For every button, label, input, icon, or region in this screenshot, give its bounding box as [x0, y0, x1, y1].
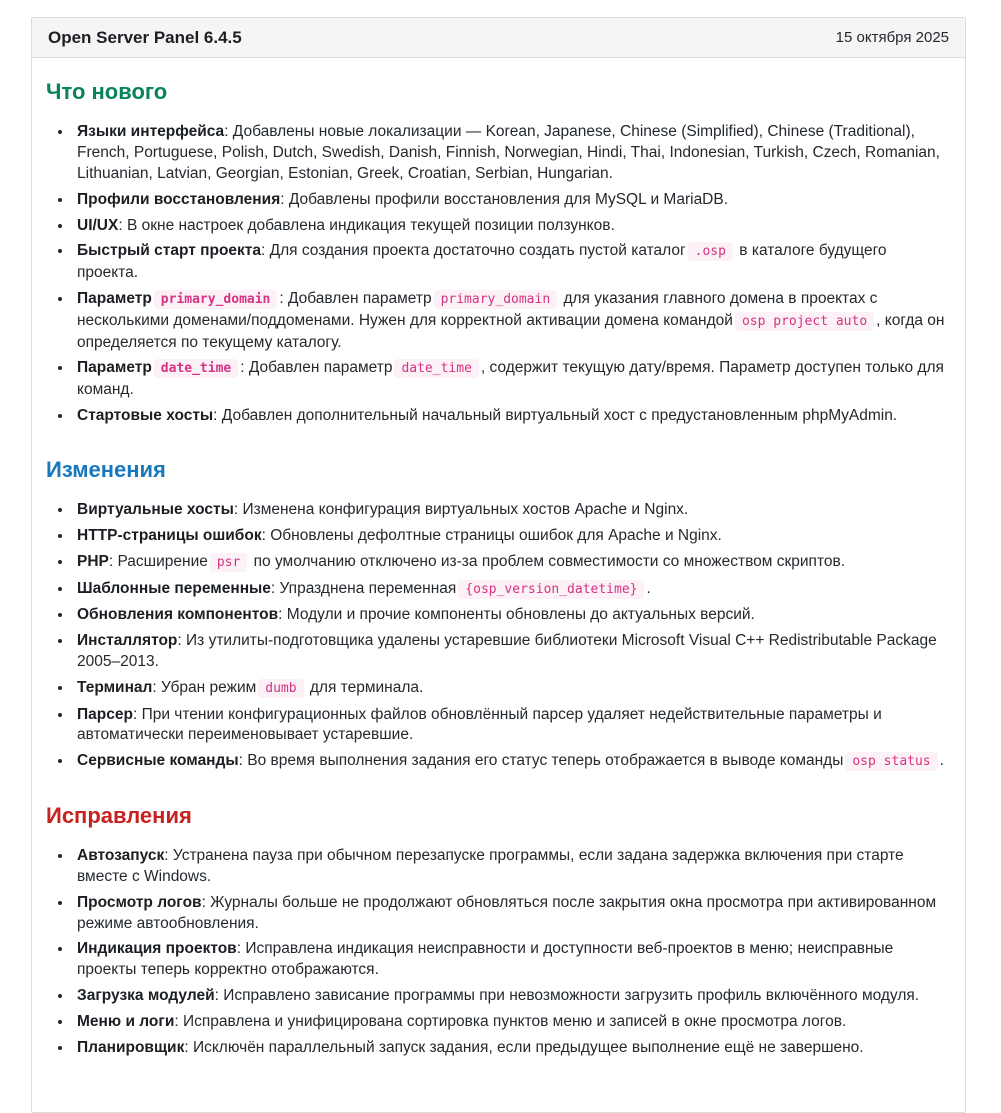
item-term: Шаблонные переменные [77, 579, 271, 597]
item-term: Языки интерфейса [77, 123, 225, 141]
section-list-whats-new [46, 122, 949, 426]
item-term: Загрузка модулей [77, 987, 215, 1005]
item-text: : Обновлены дефолтные страницы ошибок для Apache и Nginx. [261, 526, 722, 544]
changelog-item [73, 122, 949, 184]
changelog-item [73, 705, 949, 747]
item-text: : Из утилиты-подготовщика удалены устаревшие библиотеки Microsoft Visual C++ Redistributable Package 2005–2013. [77, 632, 937, 670]
changelog-item [73, 552, 949, 574]
item-text: , когда он определяется по текущему каталогу. [77, 311, 945, 351]
item-text: по умолчанию отключено из-за проблем совместимости со множеством скриптов. [249, 552, 846, 570]
inline-code: primary_domain [154, 290, 278, 309]
inline-code: primary_domain [434, 290, 558, 309]
item-text: в каталоге будущего проекта. [77, 242, 887, 282]
item-term: UI/UX [77, 216, 119, 234]
inline-code: dumb [258, 679, 303, 698]
item-term: Индикация проектов [77, 940, 237, 958]
changelog-content [32, 58, 965, 1112]
item-text: , содержит текущую дату/время. Параметр доступен только для команд. [77, 359, 944, 399]
item-term: Меню и логи [77, 1012, 175, 1030]
item-text: : Устранена пауза при обычном перезапуске программы, если задана задержка включения при старте вместе с Windows. [77, 847, 904, 886]
changelog-item [73, 751, 949, 773]
changelog-item [73, 986, 949, 1007]
changelog-item [73, 358, 949, 401]
changelog-card [31, 17, 966, 1113]
item-text: : Расширение [108, 552, 208, 570]
item-term: Быстрый старт проекта [77, 242, 262, 260]
changelog-item [73, 678, 949, 700]
item-term: Парсер [77, 705, 133, 723]
item-text: : Во время выполнения задания его статус теперь отображается в выводе команды [238, 752, 844, 770]
item-term: Сервисные команды [77, 752, 239, 770]
item-term: Терминал [77, 678, 153, 696]
inline-code: osp status [845, 752, 937, 771]
item-text: : Добавлены профили восстановления для MySQL и MariaDB. [280, 190, 729, 208]
section-title-whats-new: Что нового [46, 79, 168, 104]
item-term: Профили восстановления [77, 190, 281, 208]
changelog-item [73, 216, 949, 237]
changelog-item [73, 605, 949, 626]
item-term: Виртуальные хосты [77, 501, 234, 519]
changelog-item [73, 526, 949, 547]
section-title-fixes: Исправления [46, 802, 192, 828]
section-list-changes [46, 500, 949, 773]
inline-code: date_time [154, 359, 238, 378]
changelog-item [73, 893, 949, 935]
item-term: Автозапуск [77, 847, 165, 865]
changelog-item [73, 241, 949, 284]
item-text: : Исправлена и унифицирована сортировка пунктов меню и записей в окне просмотра логов. [174, 1012, 847, 1030]
item-text: : Добавлен параметр [279, 289, 432, 307]
item-term: Просмотр логов [77, 893, 202, 911]
inline-code: osp project auto [735, 312, 874, 331]
changelog-item [73, 289, 949, 353]
changelog-item [73, 500, 949, 521]
item-text: : Изменена конфигурация виртуальных хостов Apache и Nginx. [233, 501, 689, 519]
changelog-item [73, 939, 949, 981]
item-term: Стартовые хосты [77, 406, 214, 424]
section-list-fixes [46, 846, 949, 1058]
item-term: Планировщик [77, 1038, 185, 1056]
changelog-item [73, 190, 949, 211]
item-text: : Журналы больше не продолжают обновляться после закрытия окна просмотра при активированном режиме автообновления. [77, 893, 937, 932]
item-term: Параметр [77, 289, 152, 307]
item-text: : Исправлено зависание программы при невозможности загрузить профиль включённого модуля. [214, 987, 920, 1005]
item-text: . [646, 579, 651, 597]
item-text: : Добавлен параметр [240, 359, 393, 377]
changelog-item [73, 406, 949, 427]
release-date: 15 октября 2025 [835, 29, 949, 46]
inline-code: .osp [688, 242, 733, 261]
inline-code: {osp_version_datetime} [458, 580, 644, 599]
section-title-changes: Изменения [46, 456, 166, 482]
item-term: Параметр [77, 359, 152, 377]
page-title: Open Server Panel 6.4.5 [48, 27, 242, 47]
item-text: для терминала. [305, 678, 424, 696]
item-term: Инсталлятор [77, 632, 178, 650]
item-text: : Для создания проекта достаточно создать пустой каталог [261, 242, 686, 260]
item-text: : Убран режим [152, 678, 257, 696]
changelog-card-header [32, 18, 965, 58]
item-term: PHP [77, 552, 109, 570]
item-text: : Добавлен дополнительный начальный виртуальный хост с предустановленным phpMyAdmin. [213, 406, 898, 424]
item-text: : Модули и прочие компоненты обновлены до актуальных версий. [278, 606, 755, 624]
inline-code: psr [210, 553, 247, 572]
item-term: Обновления компонентов [77, 606, 279, 624]
item-text: . [939, 752, 944, 770]
item-text: : Исправлена индикация неисправности и доступности веб-проектов в меню; неисправные проекты теперь корректно отображаются. [77, 940, 894, 979]
item-text: : Исключён параллельный запуск задания, если предыдущее выполнение ещё не завершено. [184, 1038, 864, 1056]
item-text: : Упразднена переменная [270, 579, 457, 597]
item-term: HTTP-страницы ошибок [77, 526, 262, 544]
changelog-item [73, 579, 949, 601]
item-text: : В окне настроек добавлена индикация текущей позиции ползунков. [118, 216, 615, 234]
changelog-item [73, 846, 949, 888]
item-text: : Добавлены новые локализации — Korean, Japanese, Chinese (Simplified), Chinese (Traditional), French, Portuguese, Polish, Dutch, Swedish, Danish, Finnish, Norwegian, Hindi, Thai, Indonesian, Turkish, Czech, Romanian, Lithuanian, Latvian, Georgian, Estonian, Greek, Croatian, Serbian, Hungarian. [77, 123, 940, 182]
item-text: для указания главного домена в проектах с несколькими доменами/поддоменами. Нужен для корректной активации домена командой [77, 289, 878, 329]
changelog-item [73, 1012, 949, 1033]
changelog-item [73, 631, 949, 673]
inline-code: date_time [394, 359, 478, 378]
item-text: : При чтении конфигурационных файлов обновлённый парсер удаляет недействительные параметры и автоматически переименовывает устаревшие. [77, 705, 882, 744]
changelog-item [73, 1038, 949, 1059]
